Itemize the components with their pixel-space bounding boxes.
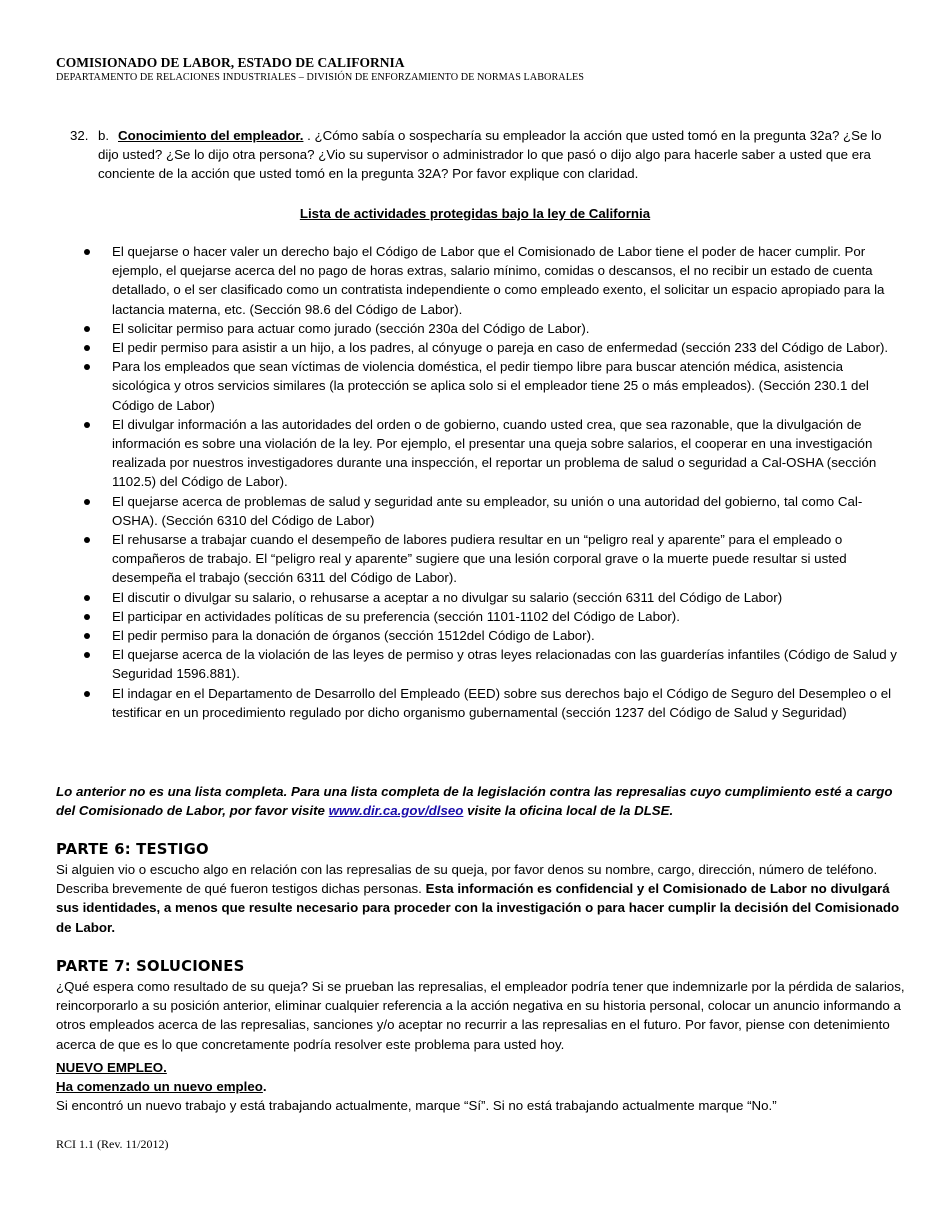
- bullet-icon: [84, 364, 90, 370]
- note-text-end: visite la oficina local de la DLSE.: [463, 803, 674, 819]
- list-item-text: El participar en actividades políticas de su preferencia (sección 1101-1102 del Código de Labor).: [112, 608, 680, 624]
- list-item: [80, 319, 900, 338]
- bullet-icon: [84, 422, 90, 428]
- new-job-subheading-period: .: [262, 1079, 267, 1095]
- question-body: [98, 126, 900, 184]
- list-item-text: El divulgar información a las autoridades del orden o de gobierno, cuando usted crea, que sea razonable, que la divulgación de información es sobre una violación de la ley. Por ejemplo, el presentar una queja sobre salarios, el cooperar en una investigación realizada por nuestros investigadores durante una inspección, el reportar un problema de salud o seguridad a Cal-OSHA (sección 1102.5) del Código de Labor).: [112, 416, 877, 490]
- new-job-heading: NUEVO EMPLEO.: [56, 1060, 167, 1075]
- list-item-text: Para los empleados que sean víctimas de violencia doméstica, el pedir tiempo libre para buscar atención médica, asistencia sicológica y otros servicios similares (la protección se aplica solo si el empleador tiene 25 o más empleados). (Sección 230.1 del Código de Labor): [112, 359, 869, 413]
- list-item: [80, 338, 900, 357]
- list-item-text: El pedir permiso para la donación de órganos (sección 1512del Código de Labor).: [112, 628, 595, 644]
- bullet-icon: [84, 345, 90, 351]
- question-letter: b.: [98, 128, 110, 143]
- question-text: . ¿Cómo sabía o sospecharía su empleador la acción que usted tomó en la pregunta 32a? ¿Se lo dijo usted? ¿Se lo dijo otra persona? ¿Vio su supervisor o administrador lo que pasó o dijo algo para hacerle saber a usted que era conciente de la acción que usted tomó en la pregunta 32A? Por favor explique con claridad.: [98, 128, 882, 182]
- protected-activities-title: Lista de actividades protegidas bajo la ley de California: [299, 206, 651, 221]
- bullet-icon: [84, 633, 90, 639]
- part7-title: PARTE 7: SOLUCIONES: [56, 958, 245, 975]
- protected-activities-list: [80, 242, 900, 722]
- new-job-subheading: [56, 1077, 906, 1096]
- bullet-icon: [84, 614, 90, 620]
- list-item-text: El rehusarse a trabajar cuando el desempeño de labores pudiera resultar en un “peligro real y aparente” para el empleado o compañeros de trabajo. El “peligro real y aparente” sugiere que una lesión corporal grave o la muerte puede resultar si usted desempeña el trabajo (sección 6311 del Código de Labor).: [112, 532, 847, 586]
- form-revision: RCI 1.1 (Rev. 11/2012): [56, 1137, 169, 1151]
- list-item-text: El solicitar permiso para actuar como jurado (sección 230a del Código de Labor).: [112, 320, 590, 336]
- note-text: Lo anterior no es una lista completa. Para una lista completa de la legislación contra las represalias cuyo cumplimiento esté a cargo del Comisionado de Labor, por favor visite: [56, 784, 893, 819]
- new-job-section: [56, 1058, 906, 1116]
- list-item-text: El quejarse o hacer valer un derecho bajo el Código de Labor que el Comisionado de Labor tiene el poder de hacer cumplir. Por ejemplo, el quejarse acerca del no pago de horas extras, salario mínimo, comidas o descansos, el no recibir un estado de cuenta detallado, o el ser clasificado como un contratista independiente o como empleado exento, el solicitar un espacio apropiado para la lactancia materna, etc. (Sección 98.6 del Código de Labor).: [112, 244, 885, 317]
- list-item: [80, 607, 900, 626]
- bullet-icon: [84, 595, 90, 601]
- list-item-text: El pedir permiso para asistir a un hijo, a los padres, al cónyuge o pareja en caso de enfermedad (sección 233 del Código de Labor).: [112, 340, 889, 356]
- list-item: [80, 626, 900, 645]
- bullet-icon: [84, 326, 90, 332]
- part6-text: [56, 860, 906, 937]
- list-item-text: El quejarse acerca de la violación de las leyes de permiso y otras leyes relacionadas con las guarderías infantiles (Código de Salud y Seguridad 1596.881).: [112, 647, 897, 682]
- incomplete-list-note: [56, 782, 906, 820]
- part6-instructions: Si alguien vio o escucho algo en relación con las represalias de su queja, por favor denos su nombre, cargo, dirección, número de teléfono. Describa brevemente de qué fueron testigos dichas personas.: [56, 862, 878, 897]
- list-item: [80, 492, 900, 530]
- list-item: [80, 242, 900, 319]
- part6-title: PARTE 6: TESTIGO: [56, 841, 209, 858]
- header-subtitle: DEPARTAMENTO DE RELACIONES INDUSTRIALES – DIVISIÓN DE ENFORZAMIENTO DE NORMAS LABORALES: [56, 72, 584, 83]
- bullet-icon: [84, 499, 90, 505]
- new-job-subheading-text: Ha comenzado un nuevo empleo: [56, 1079, 263, 1095]
- list-item-text: El discutir o divulgar su salario, o rehusarse a aceptar a no divulgar su salario (sección 6311 del Código de Labor): [112, 589, 783, 605]
- bullet-icon: [84, 537, 90, 543]
- list-item: [80, 530, 900, 588]
- new-job-instructions: Si encontró un nuevo trabajo y está trabajando actualmente, marque “Sí”. Si no está trabajando actualmente marque “No.”: [56, 1098, 777, 1114]
- bullet-icon: [84, 652, 90, 658]
- question-number: 32.: [70, 128, 89, 143]
- question-heading: Conocimiento del empleador.: [118, 128, 304, 143]
- list-item: [80, 588, 900, 607]
- dlse-website-link[interactable]: www.dir.ca.gov/dlseo: [328, 803, 464, 819]
- question-32b: [70, 126, 900, 184]
- list-item: [80, 684, 900, 722]
- list-item: [80, 415, 900, 492]
- list-item-text: El quejarse acerca de problemas de salud y seguridad ante su empleador, su unión o una autoridad del gobierno, tal como Cal-OSHA). (Sección 6310 del Código de Labor): [112, 493, 863, 528]
- list-item: [80, 357, 900, 415]
- list-item-text: El indagar en el Departamento de Desarrollo del Empleado (EED) sobre sus derechos bajo el Código de Seguro del Desempleo o el testificar en un procedimiento regulado por dicho organismo gubernamental (sección 1237 del Código de Salud y Seguridad): [112, 685, 892, 720]
- list-item: [80, 645, 900, 683]
- document-header: [56, 55, 906, 84]
- bullet-icon: [84, 249, 90, 255]
- part6-confidential-note: Esta información es confidencial y el Comisionado de Labor no divulgará sus identidades, a menos que resulte necesario para proceder con la investigación o para hacer cumplir la decisión del Comisionado de Labor.: [56, 881, 900, 935]
- bullet-icon: [84, 691, 90, 697]
- part7-text: ¿Qué espera como resultado de su queja? Si se prueban las represalias, el empleador podría tener que indemnizarle por la pérdida de salarios, reincorporarlo a su posición anterior, eliminar cualquier referencia a la acción negativa en su historia personal, colocar un anuncio informando a otros empleados acerca de las represalias, sanciones y/o aceptar no recurrir a las represalias en el futuro. Por favor, piense con detenimiento acerca de que es lo que concretamente podría resolver este problema para usted hoy.: [56, 979, 905, 1052]
- header-title: COMISIONADO DE LABOR, ESTADO DE CALIFORNIA: [56, 55, 405, 70]
